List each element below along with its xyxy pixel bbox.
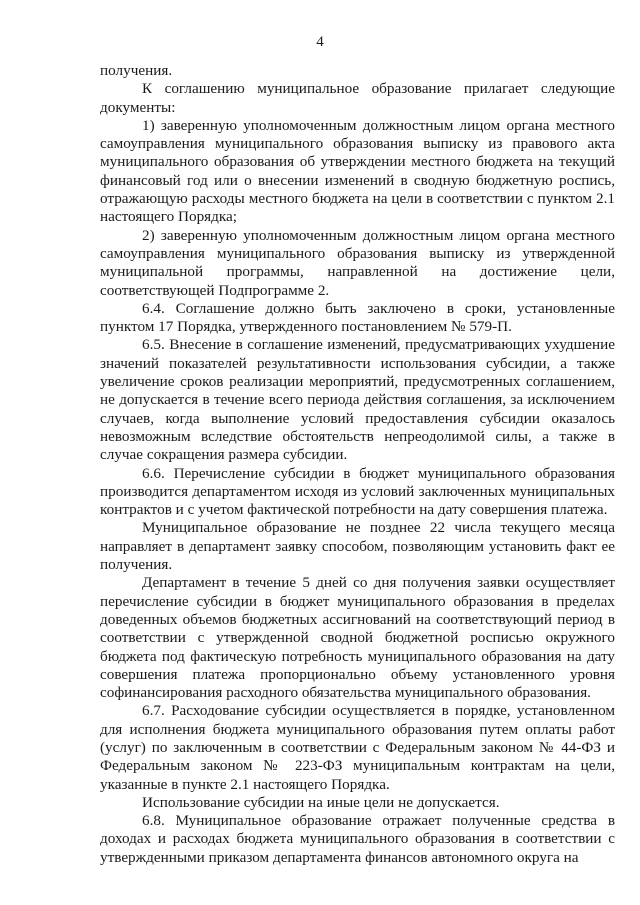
paragraph: 2) заверенную уполномоченным должностным лицом органа местного самоуправления муниципального образования выписку из утвержденной муниципальной программы, направленной на достижение цели, соответствующей Подпрограмме 2. — [100, 226, 615, 299]
paragraph: 6.7. Расходование субсидии осуществляется в порядке, установленном для исполнения бюджета муниципального образования путем оплаты работ (услуг) по заключенным в соответствии с Федеральным законом № 44-ФЗ и Федеральным законом № 223-ФЗ муниципальным контрактам на цели, указанные в пункте 2.1 настоящего Порядка. — [100, 702, 615, 793]
paragraph: 6.5. Внесение в соглашение изменений, предусматривающих ухудшение значений показателей результативности использования субсидии, а также увеличение сроков реализации мероприятий, предусмотренных соглашением, не допускается в течение всего периода действия соглашения, за исключением случаев, когда выполнение условий предоставления субсидии оказалось невозможным вследствие обстоятельств непреодолимой силы, а также в случае сокращения размера субсидии. — [100, 336, 615, 464]
paragraph: 6.6. Перечисление субсидии в бюджет муниципального образования производится департаментом исходя из условий заключенных муниципальных контрактов и с учетом фактической потребности на дату совершения платежа. — [100, 464, 615, 519]
paragraph: К соглашению муниципальное образование прилагает следующие документы: — [100, 80, 615, 116]
paragraph: Использование субсидии на иные цели не допускается. — [142, 793, 500, 811]
paragraph: 6.8. Муниципальное образование отражает полученные средства в доходах и расходах бюджета муниципального образования в соответствии с утвержденными приказом департамента финансов автономного округа на — [100, 812, 615, 866]
paragraph: 1) заверенную уполномоченным должностным лицом органа местного самоуправления муниципального образования выписку из правового акта муниципального образования об утверждении местного бюджета на текущий финансовый год или о внесении изменений в сводную бюджетную роспись, отражающую расходы местного бюджета на цели в соответствии с пунктом 2.1 настоящего Порядка; — [100, 116, 615, 226]
paragraph: Департамент в течение 5 дней со дня получения заявки осуществляет перечисление субсидии в бюджет муниципального образования в пределах доведенных объемов бюджетных ассигнований на соответствующий период в соответствии с утвержденной сводной бюджетной росписью окружного бюджета под фактическую потребность муниципального образования на дату совершения платежа пропорционально объему установленного уровня софинансирования расходного обязательства муниципального образования. — [100, 574, 615, 702]
paragraph: 6.4. Соглашение должно быть заключено в сроки, установленные пунктом 17 Порядка, утвержденного постановлением № 579-П. — [100, 299, 615, 336]
document-body — [100, 62, 615, 867]
page-number: 4 — [316, 34, 324, 50]
paragraph: получения. — [100, 62, 173, 79]
paragraph: Муниципальное образование не позднее 22 числа текущего месяца направляет в департамент заявку способом, позволяющим установить факт ее получения. — [100, 519, 615, 574]
